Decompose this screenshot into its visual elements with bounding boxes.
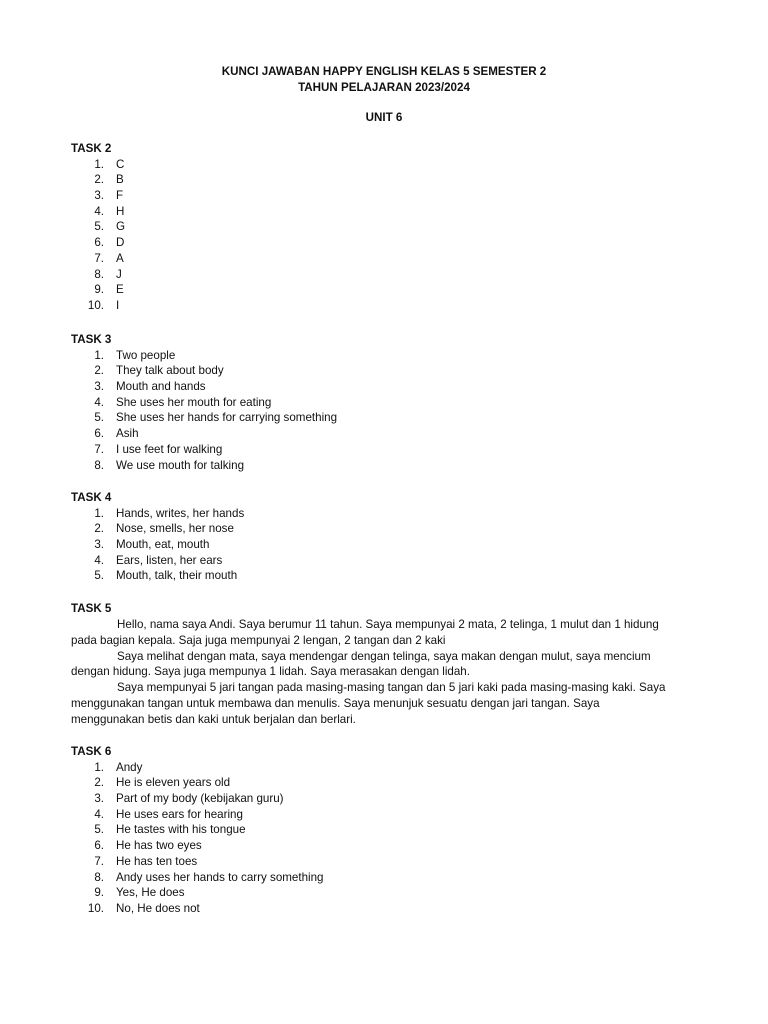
task-5-paragraph-1: Hello, nama saya Andi. Saya berumur 11 tahun. Saya mempunyai 2 mata, 2 telinga, 1 mulut dan 1 hidung pada bagian kepala. Saja juga mempunyai 2 lengan, 2 tangan dan 2 kaki [71, 617, 659, 647]
item-number: 3. [94, 380, 104, 394]
item-number: 5. [94, 411, 104, 425]
task-2-answer-list [71, 157, 711, 314]
task-4-answer-list [71, 506, 711, 584]
item-number: 4. [94, 553, 104, 567]
item-answer: Ears, listen, her ears [116, 553, 223, 567]
item-number: 6. [94, 839, 104, 853]
task-3-answer-list [71, 348, 711, 474]
item-answer: J [116, 267, 122, 281]
item-number: 7. [94, 442, 104, 456]
item-number: 8. [94, 267, 104, 281]
item-answer: Yes, He does [116, 886, 185, 900]
item-number: 10. [87, 901, 104, 915]
item-answer: Andy uses her hands to carry something [116, 870, 324, 884]
item-number: 2. [94, 173, 104, 187]
item-answer: D [116, 236, 125, 250]
list-item [71, 204, 711, 220]
item-number: 2. [94, 364, 104, 378]
item-answer: He has two eyes [116, 839, 202, 853]
list-item [71, 172, 711, 188]
list-item [71, 885, 711, 901]
item-number: 3. [94, 538, 104, 552]
list-item [71, 553, 711, 569]
list-item [71, 901, 711, 917]
list-item [71, 807, 711, 823]
item-number: 1. [94, 348, 104, 362]
list-item [71, 870, 711, 886]
item-answer: E [116, 283, 124, 297]
list-item [71, 442, 711, 458]
item-number: 6. [94, 236, 104, 250]
task-6-answer-list [71, 760, 711, 917]
item-answer: F [116, 189, 124, 203]
task-6-section [71, 744, 711, 917]
list-item [71, 298, 711, 314]
list-item [71, 426, 711, 442]
item-answer: Two people [116, 348, 176, 362]
item-number: 9. [94, 886, 104, 900]
item-number: 3. [94, 189, 104, 203]
task-3-section [71, 332, 711, 473]
task-5-section [71, 601, 711, 728]
task-2-heading: TASK 2 [71, 142, 112, 155]
item-answer: He is eleven years old [116, 776, 231, 790]
item-answer: We use mouth for talking [116, 458, 245, 472]
item-number: 1. [94, 157, 104, 171]
item-number: 7. [94, 251, 104, 265]
list-item [71, 267, 711, 283]
item-answer: A [116, 251, 124, 265]
item-answer: I use feet for walking [116, 442, 223, 456]
item-number: 9. [94, 283, 104, 297]
item-answer: No, He does not [116, 901, 200, 915]
item-number: 1. [94, 506, 104, 520]
list-item [71, 791, 711, 807]
item-number: 5. [94, 220, 104, 234]
list-item [71, 363, 711, 379]
item-number: 3. [94, 792, 104, 806]
task-5-heading: TASK 5 [71, 602, 112, 615]
list-item [71, 822, 711, 838]
task-6-heading: TASK 6 [71, 745, 112, 758]
list-item [71, 838, 711, 854]
list-item [71, 157, 711, 173]
list-item [71, 854, 711, 870]
item-answer: He has ten toes [116, 854, 198, 868]
list-item [71, 775, 711, 791]
item-answer: Mouth, eat, mouth [116, 538, 210, 552]
item-number: 2. [94, 522, 104, 536]
item-answer: Nose, smells, her nose [116, 522, 234, 536]
list-item [71, 521, 711, 537]
item-number: 4. [94, 204, 104, 218]
list-item [71, 348, 711, 364]
list-item [71, 188, 711, 204]
item-number: 7. [94, 854, 104, 868]
list-item [71, 251, 711, 267]
item-number: 5. [94, 569, 104, 583]
list-item [71, 537, 711, 553]
list-item [71, 760, 711, 776]
item-answer: B [116, 173, 124, 187]
item-answer: They talk about body [116, 364, 224, 378]
task-4-heading: TASK 4 [71, 491, 112, 504]
item-answer: Mouth, talk, their mouth [116, 569, 238, 583]
item-answer: He tastes with his tongue [116, 823, 246, 837]
item-answer: She uses her mouth for eating [116, 395, 272, 409]
list-item [71, 219, 711, 235]
item-number: 4. [94, 807, 104, 821]
item-answer: He uses ears for hearing [116, 807, 243, 821]
item-number: 8. [94, 458, 104, 472]
task-5-paragraph-2: Saya melihat dengan mata, saya mendengar dengan telinga, saya makan dengan mulut, saya mencium dengan hidung. Saya juga mempunya 1 lidah. Saya merasakan dengan lidah. [71, 649, 651, 679]
item-answer: Asih [116, 427, 139, 441]
item-answer: Andy [116, 760, 143, 774]
item-answer: Mouth and hands [116, 380, 206, 394]
list-item [71, 410, 711, 426]
document-subtitle: TAHUN PELAJARAN 2023/2024 [298, 81, 470, 94]
item-answer: Part of my body (kebijakan guru) [116, 792, 284, 806]
list-item [71, 395, 711, 411]
item-answer: G [116, 220, 126, 234]
item-number: 10. [87, 298, 104, 312]
list-item [71, 568, 711, 584]
item-answer: She uses her hands for carrying something [116, 411, 338, 425]
item-answer: I [116, 298, 120, 312]
item-number: 5. [94, 823, 104, 837]
list-item [71, 235, 711, 251]
document-title: KUNCI JAWABAN HAPPY ENGLISH KELAS 5 SEMESTER 2 [221, 65, 547, 78]
task-5-paragraph-3: Saya mempunyai 5 jari tangan pada masing-masing tangan dan 5 jari kaki pada masing-masing kaki. Saya menggunakan tangan untuk membawa dan menulis. Saya menunjuk sesuatu dengan jari tangan. Saya menggunakan betis dan kaki untuk berjalan dan berlari. [71, 681, 666, 727]
item-answer: H [116, 204, 125, 218]
task-2-section [71, 141, 711, 314]
list-item [71, 458, 711, 474]
item-number: 6. [94, 427, 104, 441]
list-item [71, 379, 711, 395]
item-number: 8. [94, 870, 104, 884]
task-4-section [71, 490, 711, 584]
item-answer: C [116, 157, 125, 171]
unit-heading: UNIT 6 [365, 111, 403, 124]
item-number: 4. [94, 395, 104, 409]
item-number: 1. [94, 760, 104, 774]
list-item [71, 282, 711, 298]
task-3-heading: TASK 3 [71, 333, 112, 346]
item-answer: Hands, writes, her hands [116, 506, 245, 520]
item-number: 2. [94, 776, 104, 790]
list-item [71, 506, 711, 522]
